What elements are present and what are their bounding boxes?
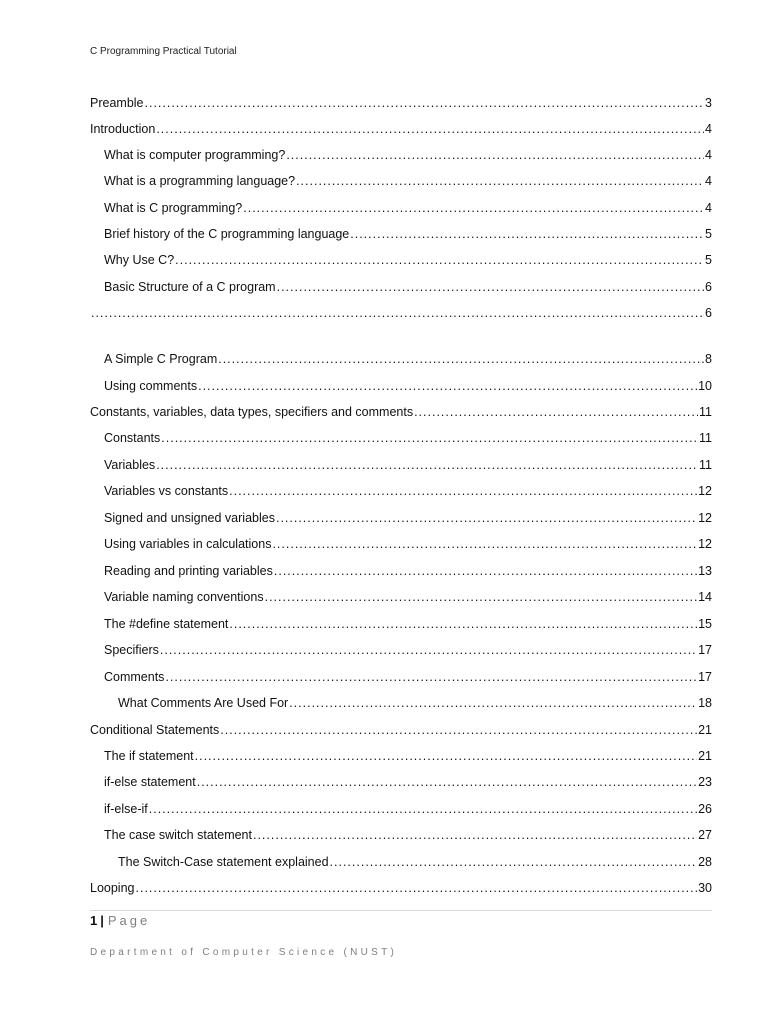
toc-entry[interactable] bbox=[104, 279, 712, 295]
toc-entry-title: Looping bbox=[90, 881, 135, 895]
toc-entry-title: Using variables in calculations bbox=[104, 537, 272, 551]
toc-entry[interactable] bbox=[104, 430, 712, 446]
toc-entry-page: 28 bbox=[698, 855, 712, 869]
toc-leader-dots bbox=[296, 173, 704, 189]
toc-entry[interactable] bbox=[104, 173, 712, 189]
toc-entry-title: Specifiers bbox=[104, 643, 159, 657]
toc-leader-dots bbox=[195, 748, 697, 764]
toc-entry-title: Variable naming conventions bbox=[104, 590, 264, 604]
toc-entry[interactable] bbox=[104, 563, 712, 579]
toc-entry-page: 17 bbox=[698, 670, 712, 684]
toc-entry-title: Introduction bbox=[90, 122, 156, 136]
toc-leader-dots bbox=[350, 226, 704, 242]
toc-entry[interactable] bbox=[104, 536, 712, 552]
toc-entry-title: Conditional Statements bbox=[90, 723, 220, 737]
toc-entry[interactable] bbox=[104, 616, 712, 632]
toc-entry-title: Variables bbox=[104, 458, 156, 472]
toc-entry-title: The Switch-Case statement explained bbox=[118, 855, 329, 869]
toc-entry[interactable] bbox=[90, 305, 712, 321]
toc-entry-title: The if statement bbox=[104, 749, 194, 763]
toc-leader-dots bbox=[286, 147, 704, 163]
toc-leader-dots bbox=[243, 200, 704, 216]
toc-entry[interactable] bbox=[118, 695, 712, 711]
toc-entry[interactable] bbox=[104, 510, 712, 526]
toc-entry[interactable] bbox=[104, 748, 712, 764]
toc-entry-title: What is computer programming? bbox=[104, 148, 286, 162]
toc-entry-page: 6 bbox=[705, 280, 712, 294]
toc-entry-page: 14 bbox=[698, 590, 712, 604]
toc-leader-dots bbox=[330, 854, 698, 870]
toc-entry-page: 12 bbox=[698, 537, 712, 551]
toc-leader-dots bbox=[136, 880, 698, 896]
toc-entry-page: 12 bbox=[698, 484, 712, 498]
toc-entry-title: Preamble bbox=[90, 96, 144, 110]
page-number bbox=[90, 913, 150, 929]
toc-entry-page: 23 bbox=[698, 775, 712, 789]
toc-entry-title: Using comments bbox=[104, 379, 198, 393]
toc-leader-dots bbox=[161, 430, 698, 446]
toc-entry[interactable] bbox=[90, 95, 712, 111]
footer-divider bbox=[90, 910, 712, 911]
toc-entry-title: Comments bbox=[104, 670, 165, 684]
toc-entry-title: What is C programming? bbox=[104, 201, 243, 215]
toc-entry[interactable] bbox=[104, 226, 712, 242]
toc-entry-title: Brief history of the C programming language bbox=[104, 227, 350, 241]
toc-entry-title: A Simple C Program bbox=[104, 352, 218, 366]
toc-leader-dots bbox=[265, 589, 698, 605]
toc-leader-dots bbox=[289, 695, 697, 711]
toc-entry-page: 4 bbox=[705, 174, 712, 188]
toc-entry-page: 3 bbox=[705, 96, 712, 110]
toc-leader-dots bbox=[229, 483, 697, 499]
toc-entry-page: 30 bbox=[698, 881, 712, 895]
running-header: C Programming Practical Tutorial bbox=[90, 46, 237, 57]
page-number-value: 1 bbox=[90, 913, 98, 928]
toc-entry[interactable] bbox=[104, 642, 712, 658]
toc-entry-page: 4 bbox=[705, 148, 712, 162]
toc-leader-dots bbox=[165, 669, 697, 685]
toc-entry-title: Constants bbox=[104, 431, 161, 445]
toc-entry[interactable] bbox=[90, 121, 712, 137]
footer-department: Department of Computer Science (NUST) bbox=[90, 947, 398, 958]
toc-leader-dots bbox=[277, 279, 704, 295]
toc-entry-page: 8 bbox=[705, 352, 712, 366]
toc-entry-page: 15 bbox=[698, 617, 712, 631]
toc-entry-title: What is a programming language? bbox=[104, 174, 296, 188]
toc-entry-page: 11 bbox=[699, 405, 712, 419]
toc-entry[interactable] bbox=[104, 200, 712, 216]
toc-leader-dots bbox=[160, 642, 697, 658]
toc-entry[interactable] bbox=[90, 404, 712, 420]
toc-entry-page: 11 bbox=[699, 431, 712, 445]
toc-leader-dots bbox=[229, 616, 697, 632]
toc-entry[interactable] bbox=[104, 351, 712, 367]
toc-leader-dots bbox=[276, 510, 697, 526]
toc-entry[interactable] bbox=[104, 457, 712, 473]
toc-leader-dots bbox=[156, 121, 704, 137]
toc-entry-page: 12 bbox=[698, 511, 712, 525]
toc-leader-dots bbox=[274, 563, 697, 579]
toc-entry-page: 6 bbox=[705, 306, 712, 320]
toc-leader-dots bbox=[253, 827, 697, 843]
toc-entry-title: Basic Structure of a C program bbox=[104, 280, 276, 294]
toc-entry[interactable] bbox=[90, 722, 712, 738]
toc-entry-title: The #define statement bbox=[104, 617, 229, 631]
toc-entry-page: 11 bbox=[699, 458, 712, 472]
toc-entry[interactable] bbox=[104, 774, 712, 790]
toc-leader-dots bbox=[414, 404, 698, 420]
toc-entry[interactable] bbox=[104, 252, 712, 268]
toc-leader-dots bbox=[218, 351, 704, 367]
toc-entry-title: Constants, variables, data types, specifiers and comments bbox=[90, 405, 414, 419]
toc-entry-page: 21 bbox=[698, 723, 712, 737]
toc-entry-title: Why Use C? bbox=[104, 253, 175, 267]
toc-entry-page: 26 bbox=[698, 802, 712, 816]
toc-entry-page: 10 bbox=[698, 379, 712, 393]
toc-entry-page: 5 bbox=[705, 253, 712, 267]
toc-entry[interactable] bbox=[104, 483, 712, 499]
toc-entry-title: Reading and printing variables bbox=[104, 564, 273, 578]
toc-entry-title: if-else statement bbox=[104, 775, 196, 789]
toc-entry-page: 17 bbox=[698, 643, 712, 657]
toc-leader-dots bbox=[175, 252, 704, 268]
toc-leader-dots bbox=[145, 95, 705, 111]
toc-entry[interactable] bbox=[104, 827, 712, 843]
toc-leader-dots bbox=[156, 457, 698, 473]
toc-entry-page: 18 bbox=[698, 696, 712, 710]
toc-entry-page: 5 bbox=[705, 227, 712, 241]
toc-entry[interactable] bbox=[104, 669, 712, 685]
toc-entry[interactable] bbox=[118, 854, 712, 870]
page-number-separator: | bbox=[100, 913, 104, 928]
toc-entry-title: What Comments Are Used For bbox=[118, 696, 289, 710]
toc-entry-page: 4 bbox=[705, 122, 712, 136]
toc-entry-title: Signed and unsigned variables bbox=[104, 511, 275, 525]
toc-leader-dots bbox=[220, 722, 697, 738]
toc-entry[interactable] bbox=[90, 880, 712, 896]
toc-entry-page: 21 bbox=[698, 749, 712, 763]
toc-entry-title: Variables vs constants bbox=[104, 484, 229, 498]
toc-leader-dots bbox=[91, 305, 704, 321]
toc-leader-dots bbox=[272, 536, 697, 552]
toc-entry-title: if-else-if bbox=[104, 802, 148, 816]
toc-entry-page: 4 bbox=[705, 201, 712, 215]
toc-leader-dots bbox=[149, 801, 697, 817]
toc-entry-page: 27 bbox=[698, 828, 712, 842]
toc-leader-dots bbox=[198, 378, 697, 394]
toc-entry[interactable] bbox=[104, 147, 712, 163]
toc-entry[interactable] bbox=[104, 801, 712, 817]
toc-entry[interactable] bbox=[104, 589, 712, 605]
toc-entry-title: The case switch statement bbox=[104, 828, 252, 842]
toc-entry[interactable] bbox=[104, 378, 712, 394]
toc-leader-dots bbox=[197, 774, 697, 790]
page-word: Page bbox=[107, 913, 151, 928]
toc-entry-page: 13 bbox=[698, 564, 712, 578]
